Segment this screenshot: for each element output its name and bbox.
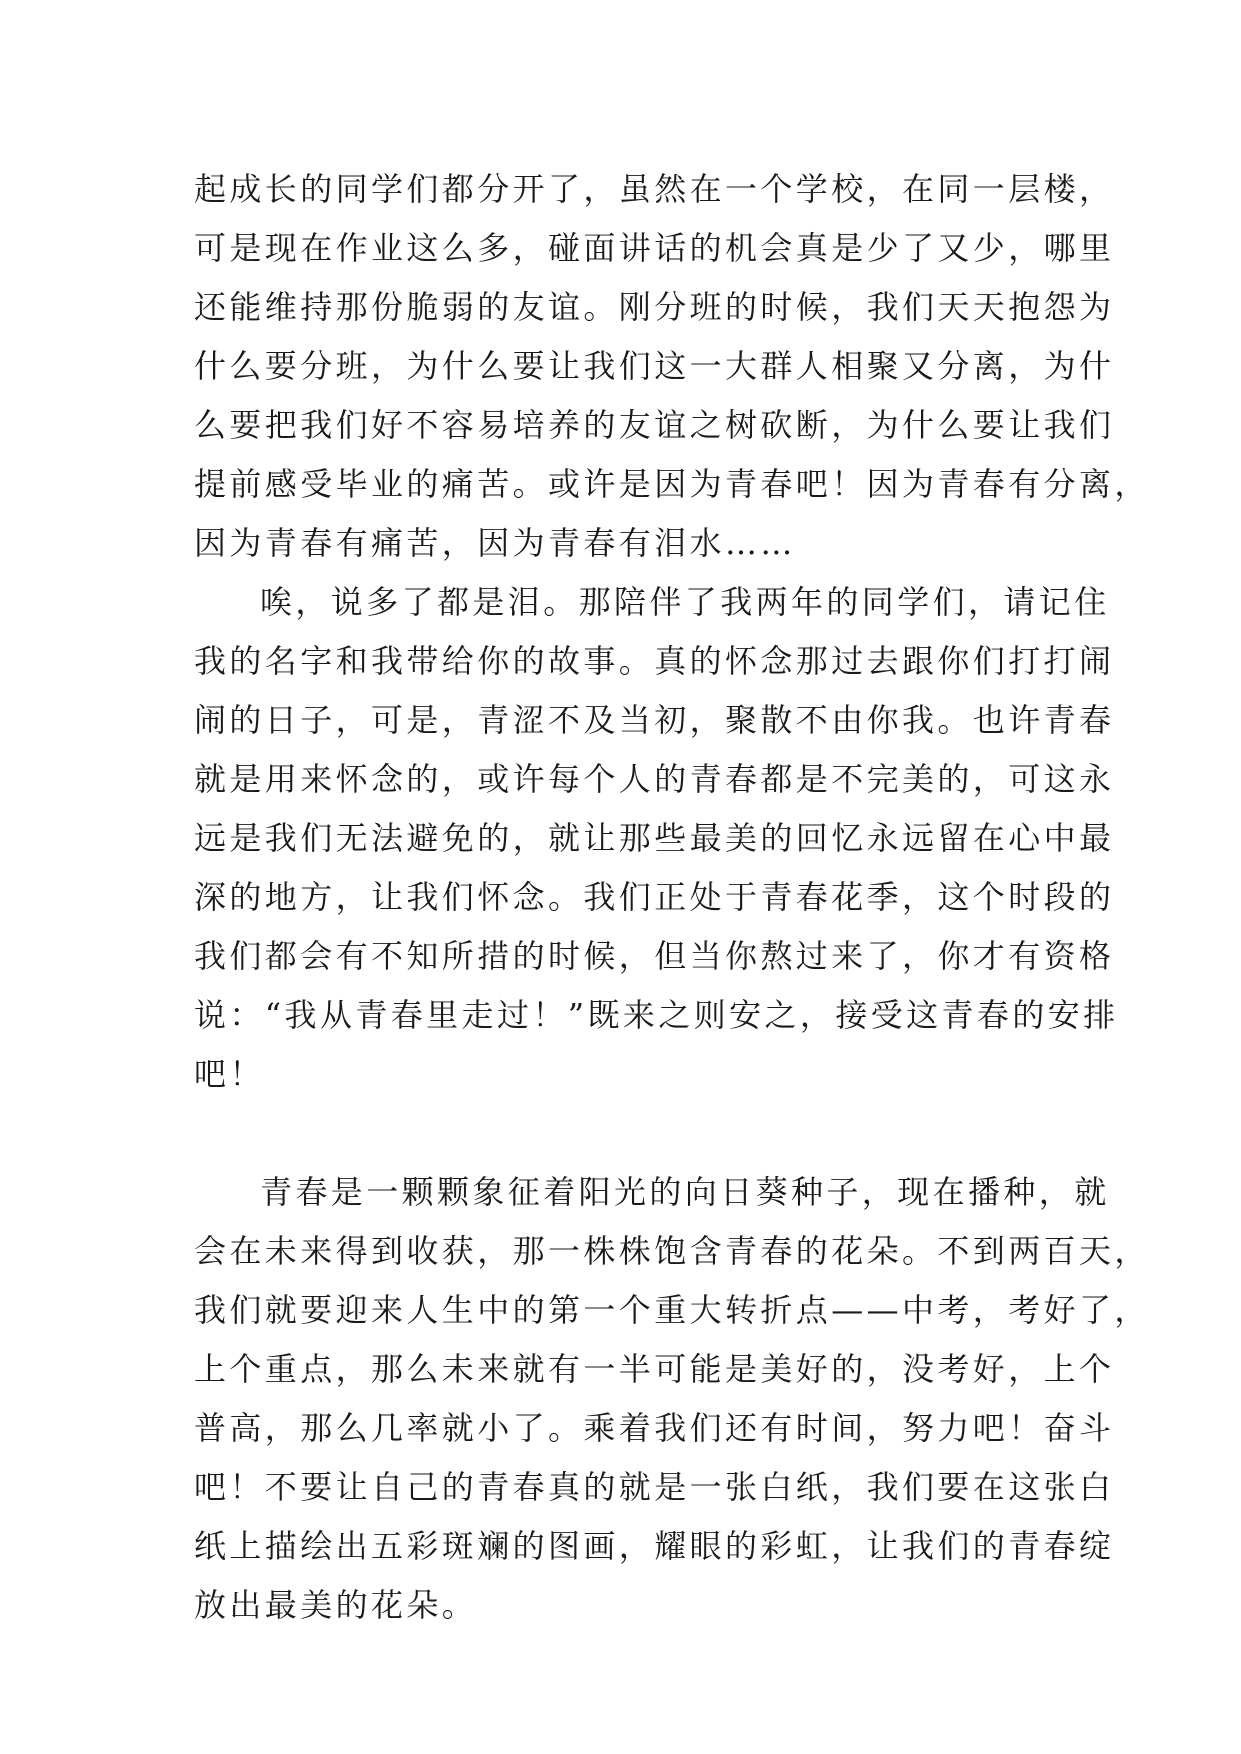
text-line: 什么要分班，为什么要让我们这一大群人相聚又分离，为什: [194, 347, 1115, 385]
text-line: 纸上描绘出五彩斑斓的图画，耀眼的彩虹，让我们的青春绽: [194, 1527, 1115, 1565]
text-line: 深的地方，让我们怀念。我们正处于青春花季，这个时段的: [194, 878, 1115, 916]
text-line: 么要把我们好不容易培养的友谊之树砍断，为什么要让我们: [194, 406, 1115, 444]
paragraph-3: [194, 1163, 1150, 1635]
paragraph-1: [194, 160, 1150, 573]
text-line: 因为青春有痛苦，因为青春有泪水……: [194, 524, 796, 562]
text-line: [194, 1104, 1074, 1163]
text-line: 我们就要迎来人生中的第一个重大转折点——中考，考好了，: [194, 1291, 1150, 1329]
text-line: 说：“我从青春里走过！”既来之则安之，接受这青春的安排: [194, 996, 1119, 1034]
text-line: 唉，说多了都是泪。那陪伴了我两年的同学们，请记住: [260, 583, 1110, 621]
text-line: 就是用来怀念的，或许每个人的青春都是不完美的，可这永: [194, 760, 1115, 798]
text-line: 可是现在作业这么多，碰面讲话的机会真是少了又少，哪里: [194, 229, 1115, 267]
text-line: 青春是一颗颗象征着阳光的向日葵种子，现在播种，就: [260, 1173, 1110, 1211]
text-line: 吧！: [194, 1055, 265, 1093]
text-line: 会在未来得到收获，那一株株饱含青春的花朵。不到两百天，: [194, 1232, 1150, 1270]
text-line: 普高，那么几率就小了。乘着我们还有时间，努力吧！奋斗: [194, 1409, 1115, 1447]
text-line: 起成长的同学们都分开了，虽然在一个学校，在同一层楼，: [194, 170, 1115, 208]
text-line: 吧！不要让自己的青春真的就是一张白纸，我们要在这张白: [194, 1468, 1115, 1506]
text-line: 我们都会有不知所措的时候，但当你熬过来了，你才有资格: [194, 937, 1115, 975]
paragraph-2: [194, 573, 1119, 1163]
text-line: 上个重点，那么未来就有一半可能是美好的，没考好，上个: [194, 1350, 1115, 1388]
document-body: [194, 160, 1150, 1635]
text-line: 放出最美的花朵。: [194, 1586, 478, 1624]
text-line: 提前感受毕业的痛苦。或许是因为青春吧！因为青春有分离，: [194, 465, 1150, 503]
text-line: 远是我们无法避免的，就让那些最美的回忆永远留在心中最: [194, 819, 1115, 857]
text-line: 还能维持那份脆弱的友谊。刚分班的时候，我们天天抱怨为: [194, 288, 1115, 326]
text-line: 我的名字和我带给你的故事。真的怀念那过去跟你们打打闹: [194, 642, 1115, 680]
text-line: 闹的日子，可是，青涩不及当初，聚散不由你我。也许青春: [194, 701, 1115, 739]
